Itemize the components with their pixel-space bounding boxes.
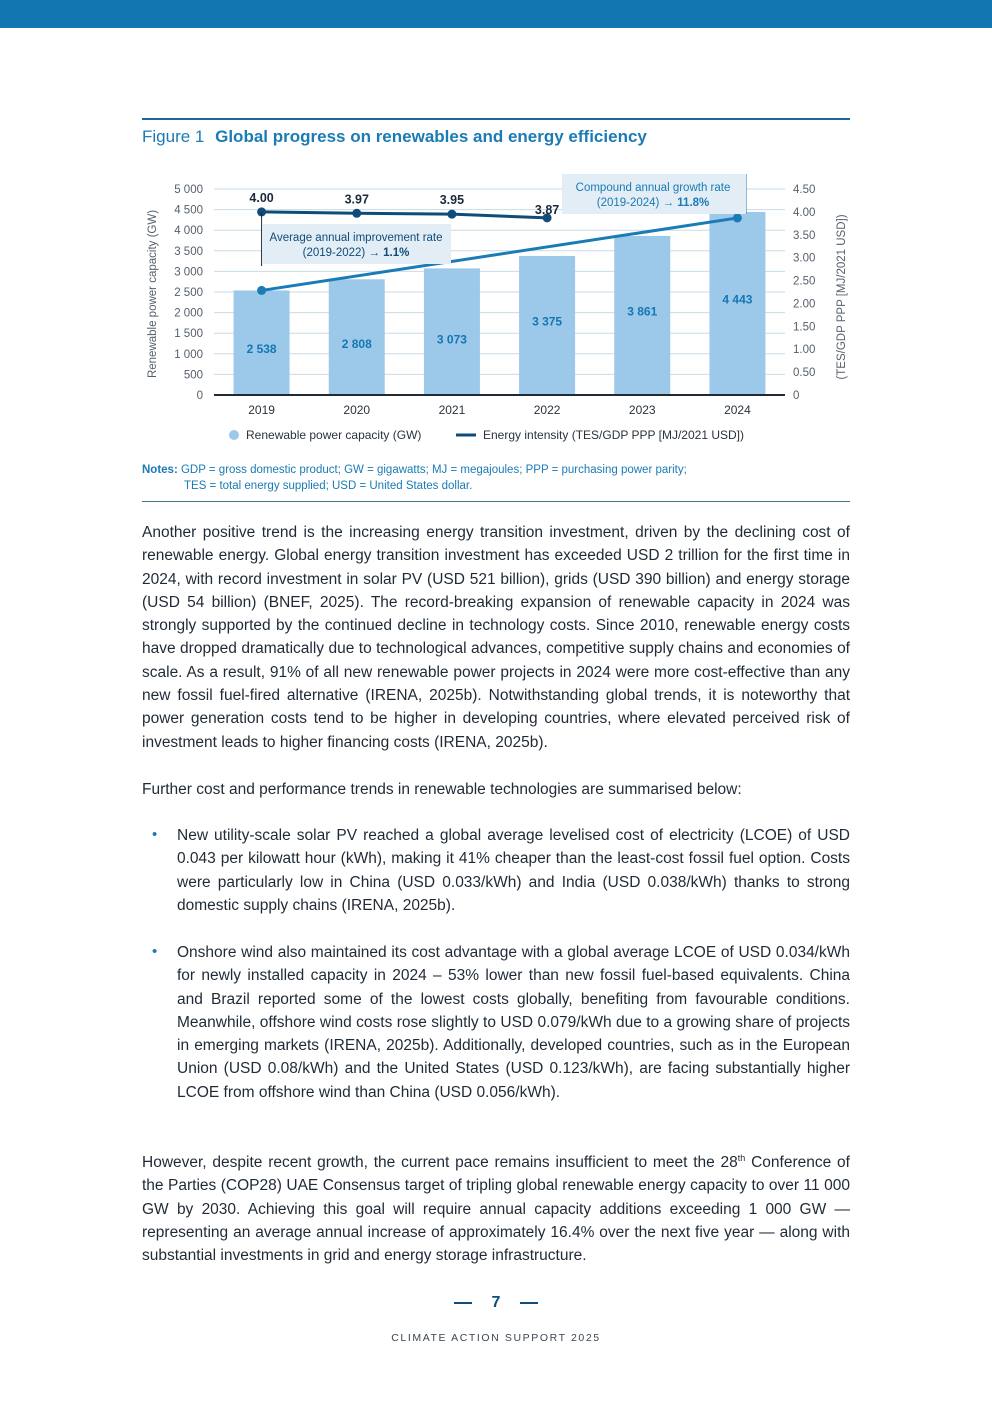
y-tick-label: 3 500 xyxy=(174,245,203,258)
bullet-marker: • xyxy=(152,943,158,960)
notes-line-1: GDP = gross domestic product; GW = gigawatts; MJ = megajoules; PPP = purchasing power parity; xyxy=(180,464,687,476)
x-tick-label: 2023 xyxy=(628,403,656,417)
page-number-dash-right xyxy=(520,1302,538,1304)
legend-bar-label: Renewable power capacity (GW) xyxy=(246,428,422,442)
legend-bar-swatch xyxy=(229,430,239,440)
x-tick-label: 2020 xyxy=(343,403,371,417)
paragraph-summary-intro: Further cost and performance trends in renewable technologies are summarised below: xyxy=(142,781,742,798)
figure-title-text: Global progress on renewables and energy efficiency xyxy=(215,127,647,146)
y2-tick-label: 0.50 xyxy=(793,367,816,380)
x-tick-label: 2021 xyxy=(438,403,466,417)
bullet-solar-pv: New utility-scale solar PV reached a global average levelised cost of electricity (LCOE) of USD 0.043 per kilowatt hour (kWh), making it 41% cheaper than the least-cost fossil fuel option. Costs were particularly low in China (USD 0.033/kWh) and India (USD 0.038/kWh) thanks to strong domestic supply chains (IRENA, 2025b). xyxy=(177,827,850,914)
y-tick-label: 500 xyxy=(183,369,203,382)
improvement-annotation-line-1: Average annual improvement rate xyxy=(269,232,443,244)
x-tick-label: 2024 xyxy=(724,403,751,417)
page-number xyxy=(0,1294,992,1312)
figure-notes xyxy=(142,462,850,494)
footer-publication: CLIMATE ACTION SUPPORT 2025 xyxy=(391,1332,601,1344)
x-tick-label: 2019 xyxy=(248,403,275,417)
y-tick-label: 1 000 xyxy=(174,348,203,361)
y2-tick-label: 1.00 xyxy=(793,344,816,357)
y2-tick-label: 4.50 xyxy=(793,184,816,196)
y2-axis-label: (TES/GDP PPP [MJ/2021 USD]) xyxy=(836,214,848,380)
improvement-annotation-line-2: (2019-2022) → 1.1% xyxy=(302,247,410,259)
bar-value-label: 2 538 xyxy=(246,341,277,356)
legend-line-label: Energy intensity (TES/GDP PPP [MJ/2021 USD]) xyxy=(483,428,744,442)
cagr-annotation-line-1: Compound annual growth rate xyxy=(575,182,731,194)
y-tick-label: 1 500 xyxy=(174,328,203,341)
y2-tick-label: 3.50 xyxy=(793,229,816,242)
bar-value-label: 3 073 xyxy=(436,332,467,347)
energy-intensity-label: 3.87 xyxy=(534,202,560,217)
figure-number: Figure 1 xyxy=(142,127,205,146)
x-tick-label: 2022 xyxy=(533,403,561,417)
y2-tick-label: 2.00 xyxy=(793,298,816,311)
bullet-marker: • xyxy=(152,826,158,843)
y2-tick-label: 1.50 xyxy=(793,321,816,334)
paragraph-cop28-target: However, despite recent growth, the current pace remains insufficient to meet the 28th Conference of the Parties (COP28) UAE Consensus target of tripling global renewable energy capacity to over 11 000 GW by 2030. Achieving this goal will require annual capacity additions exceeding 1 000 GW — representing an average annual increase of approximately 16.4% over the next five year — along with substantial investments in grid and energy storage infrastructure. xyxy=(142,1152,850,1265)
y2-tick-label: 2.50 xyxy=(793,275,816,288)
y2-tick-label: 4.00 xyxy=(793,206,816,219)
cagr-annotation-line-2: (2019-2024) → 11.8% xyxy=(596,197,710,209)
notes-label: Notes: xyxy=(142,464,178,476)
notes-line-2: TES = total energy supplied; USD = United States dollar. xyxy=(184,480,473,492)
y-tick-label: 3 000 xyxy=(174,266,203,279)
renewables-efficiency-chart xyxy=(142,170,850,455)
page-number-value: 7 xyxy=(491,1294,501,1311)
bar-value-label: 4 443 xyxy=(722,292,753,307)
y2-tick-label: 0 xyxy=(793,390,800,402)
paragraph-investment: Another positive trend is the increasing energy transition investment, driven by the declining cost of renewable energy. Global energy transition investment has exceeded USD 2 trillion for the first time in 2024, with record investment in solar PV (USD 521 billion), grids (USD 390 billion) and energy storage (USD 54 billion) (BNEF, 2025). The record-breaking expansion of renewable capacity in 2024 was strongly supported by the continued decline in technology costs. Since 2010, renewable energy costs have dropped dramatically due to technological advances, competitive supply chains and economies of scale. As a result, 91% of all new renewable power projects in 2024 were more cost-effective than any new fossil fuel-fired alternative (IRENA, 2025b). Notwithstanding global trends, it is noteworthy that power generation costs tend to be higher in developing countries, where elevated perceived risk of investment leads to higher financing costs (IRENA, 2025b). xyxy=(142,524,850,751)
bar-value-label: 3 375 xyxy=(532,314,563,329)
energy-intensity-label: 4.00 xyxy=(249,190,274,205)
y2-tick-label: 3.00 xyxy=(793,252,816,265)
figure-top-rule xyxy=(142,118,850,120)
y-tick-label: 4 000 xyxy=(174,225,203,238)
y-axis-label: Renewable power capacity (GW) xyxy=(147,209,159,379)
bullet-wind: Onshore wind also maintained its cost advantage with a global average LCOE of USD 0.034/kWh for newly installed capacity in 2024 – 53% lower than new fossil fuel-based equivalents. China and Brazil reported some of the lowest costs globally, benefiting from favourable conditions. Meanwhile, offshore wind costs rose slightly to USD 0.079/kWh due to a growing share of projects in emerging markets (IRENA, 2025b). Additionally, developed countries, such as in the European Union (USD 0.08/kWh) and the United States (USD 0.123/kWh), are facing substantially higher LCOE from offshore wind than China (USD 0.056/kWh). xyxy=(177,944,850,1101)
figure-title xyxy=(142,127,647,147)
energy-intensity-line xyxy=(262,212,548,218)
y-tick-label: 0 xyxy=(196,390,203,402)
cagr-trend-point xyxy=(733,213,742,222)
bar-value-label: 2 808 xyxy=(341,337,372,352)
cagr-trend-point xyxy=(257,286,266,295)
energy-intensity-label: 3.95 xyxy=(439,193,465,208)
figure-bottom-rule xyxy=(142,501,850,502)
energy-intensity-point xyxy=(352,209,361,218)
energy-intensity-label: 3.97 xyxy=(344,192,369,207)
energy-intensity-point xyxy=(447,210,456,219)
top-color-band xyxy=(0,0,992,28)
y-tick-label: 4 500 xyxy=(174,204,203,217)
y-tick-label: 2 000 xyxy=(174,307,203,320)
y-tick-label: 2 500 xyxy=(174,287,203,299)
y-tick-label: 5 000 xyxy=(174,184,203,196)
page-number-dash-left xyxy=(454,1302,472,1304)
bar-value-label: 3 861 xyxy=(627,304,658,319)
